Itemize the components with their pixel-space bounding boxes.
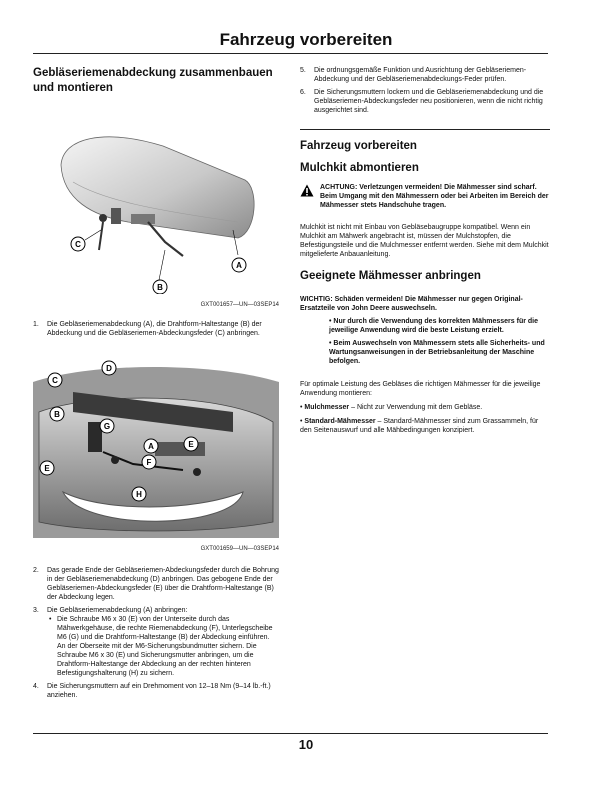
right-column bbox=[300, 66, 550, 435]
mulch-paragraph: Mulchkit ist nicht mit Einbau von Gebläsebaugruppe kompatibel. Wenn ein Mulchkit am Mähwerk angebracht ist, müssen der Mulchstopfen, die Befestigungsteile und die Mulchmesser entfernt werden. Siehe mit dem Mulchkit mitgelieferte Anbauanleitung. bbox=[300, 224, 549, 258]
callout-a-label: A bbox=[236, 261, 242, 270]
steps-list bbox=[33, 320, 279, 338]
important-text-3: • Beim Auswechseln von Mähmessern stets alle Sicherheits- und Wartungsanweisungen in der Betriebsanleitung der Maschine befolgen. bbox=[329, 340, 545, 365]
callout-e2-label: E bbox=[44, 464, 50, 473]
section-rule bbox=[300, 129, 550, 130]
mulch-title: Mulchkit abmontieren bbox=[300, 162, 419, 174]
callout-g-label: G bbox=[103, 422, 111, 431]
left-column bbox=[33, 66, 279, 700]
caution-block bbox=[300, 183, 550, 210]
figure-belt-cover-assembly bbox=[33, 110, 279, 308]
page-title: Fahrzeug vorbereiten bbox=[219, 30, 393, 49]
blades-intro: Für optimale Leistung des Gebläses die richtigen Mähmesser für die jeweilige Anwendung montieren: bbox=[300, 381, 541, 397]
important-block bbox=[300, 295, 550, 366]
callout-h-label: H bbox=[136, 490, 142, 499]
step-3: 3. Die Gebläseriemenabdeckung (A) anbringen: • Die Schraube M6 x 30 (E) von der Unterseite durch das Mähwerkgehäuse, die rechte Riemenabdeckung (F), Unterlegscheibe M6 (G) und die Drahtform-Haltestange (B) der Abdeckung einführen. An der Oberseite mit der M6-Sicherungsbundmutter sichern. Die Schraube M6 x 30 (E) und Sicherungsmutter anbringen, um die Drahtform-Haltestange der Abdeckung an der rechten hinteren Befestigungshalterung (H) zu sichern. bbox=[33, 606, 279, 678]
standard-blade-desc: – Standard-Mähmesser sind zum Grassammeln, für den Seitenauswurf und alle Mähbedingungen konzipiert. bbox=[300, 418, 539, 434]
installed-cover-illustration bbox=[33, 352, 279, 538]
blade-type-standard: • Standard-Mähmesser – Standard-Mähmesser sind zum Grassammeln, für den Seitenauswurf und alle Mähbedingungen konzipiert. bbox=[300, 418, 539, 434]
mulch-blade-term: Mulchmesser bbox=[304, 404, 350, 411]
callout-c2-label: C bbox=[52, 376, 58, 385]
callout-b-label: B bbox=[157, 283, 163, 292]
step-6: 6. Die Sicherungsmuttern lockern und die Gebläseriemenabdeckung und die Gebläseriemen-Abdeckungsfeder neu positionieren, wenn die nicht richtig ausgerichtet sind. bbox=[300, 89, 544, 114]
mulch-blade-desc: – Nicht zur Verwendung mit dem Gebläse. bbox=[349, 404, 483, 411]
warning-icon bbox=[300, 184, 314, 197]
step-2: 2. Das gerade Ende der Gebläseriemen-Abdeckungsfeder durch die Bohrung in der Gebläseriemenabdeckung (D) anbringen. Das gebogene Ende der Gebläseriemen-Abdeckungsfeder (E) über die Drahtform-Haltestange (B) der Abdeckung legen. bbox=[33, 567, 279, 601]
step-1: 1. Die Gebläseriemenabdeckung (A), die Drahtform-Haltestange (B) der Abdeckung und die Gebläseriemen-Abdeckungsfeder (C) anbringen. bbox=[33, 321, 262, 337]
blade-type-mulch: • Mulchmesser – Nicht zur Verwendung mit dem Gebläse. bbox=[300, 404, 483, 411]
blades-title: Geeignete Mähmesser anbringen bbox=[300, 270, 481, 282]
caution-text: ACHTUNG: Verletzungen vermeiden! Die Mähmesser sind scharf. Beim Umgang mit den Mähmessern oder bei Arbeiten im Bereich der Mähmesser stets Handschuhe tragen. bbox=[320, 184, 549, 209]
figure-code: GXT001659—UN—03SEP14 bbox=[200, 546, 279, 552]
title-rule bbox=[33, 53, 548, 54]
important-text-1: WICHTIG: Schäden vermeiden! Die Mähmesser nur gegen Original-Ersatzteile von John Deere auswechseln. bbox=[300, 296, 523, 312]
callout-f-label: F bbox=[146, 458, 152, 467]
footer-rule bbox=[33, 733, 548, 734]
important-text-2: • Nur durch die Verwendung des korrekten Mähmessers für die jeweilige Anwendung wird die beste Leistung erzielt. bbox=[329, 318, 539, 334]
step-3-bullets bbox=[47, 615, 279, 678]
belt-cover-illustration bbox=[33, 110, 279, 294]
section-title: Fahrzeug vorbereiten bbox=[300, 140, 417, 152]
step-4: 4. Die Sicherungsmuttern auf ein Drehmoment von 12–18 Nm (9–14 lb.-ft.) anziehen. bbox=[33, 683, 271, 699]
steps-list bbox=[33, 566, 279, 700]
callout-d-label: D bbox=[106, 364, 112, 373]
figure-code: GXT001657—UN—03SEP14 bbox=[200, 302, 279, 308]
figure-belt-cover-installed bbox=[33, 352, 279, 552]
callout-b2-label: B bbox=[54, 410, 60, 419]
steps-list-continued bbox=[300, 66, 550, 115]
page-number: 10 bbox=[298, 737, 314, 752]
step-3-bullet: • Die Schraube M6 x 30 (E) von der Unterseite durch das Mähwerkgehäuse, die rechte Riemenabdeckung (F), Unterlegscheibe M6 (G) und die Drahtform-Haltestange (B) der Abdeckung einführen. An der Oberseite mit der M6-Sicherungsbundmutter sichern. Die Schraube M6 x 30 (E) und Sicherungsmutter anbringen, um die Drahtform-Haltestange der Abdeckung an der rechten hinteren Befestigungshalterung (H) zu sichern. bbox=[47, 615, 279, 678]
callout-a2-label: A bbox=[148, 442, 154, 451]
callout-e-label: E bbox=[188, 440, 194, 449]
standard-blade-term: Standard-Mähmesser bbox=[304, 418, 376, 425]
callout-c-label: C bbox=[75, 240, 81, 249]
step-5: 5. Die ordnungsgemäße Funktion und Ausrichtung der Gebläseriemen-Abdeckung und der Gebläseriemenabdeckungs-Feder prüfen. bbox=[300, 67, 527, 83]
section-heading-belt-cover: Gebläseriemenabdeckung zusammenbauen und montieren bbox=[33, 67, 273, 94]
